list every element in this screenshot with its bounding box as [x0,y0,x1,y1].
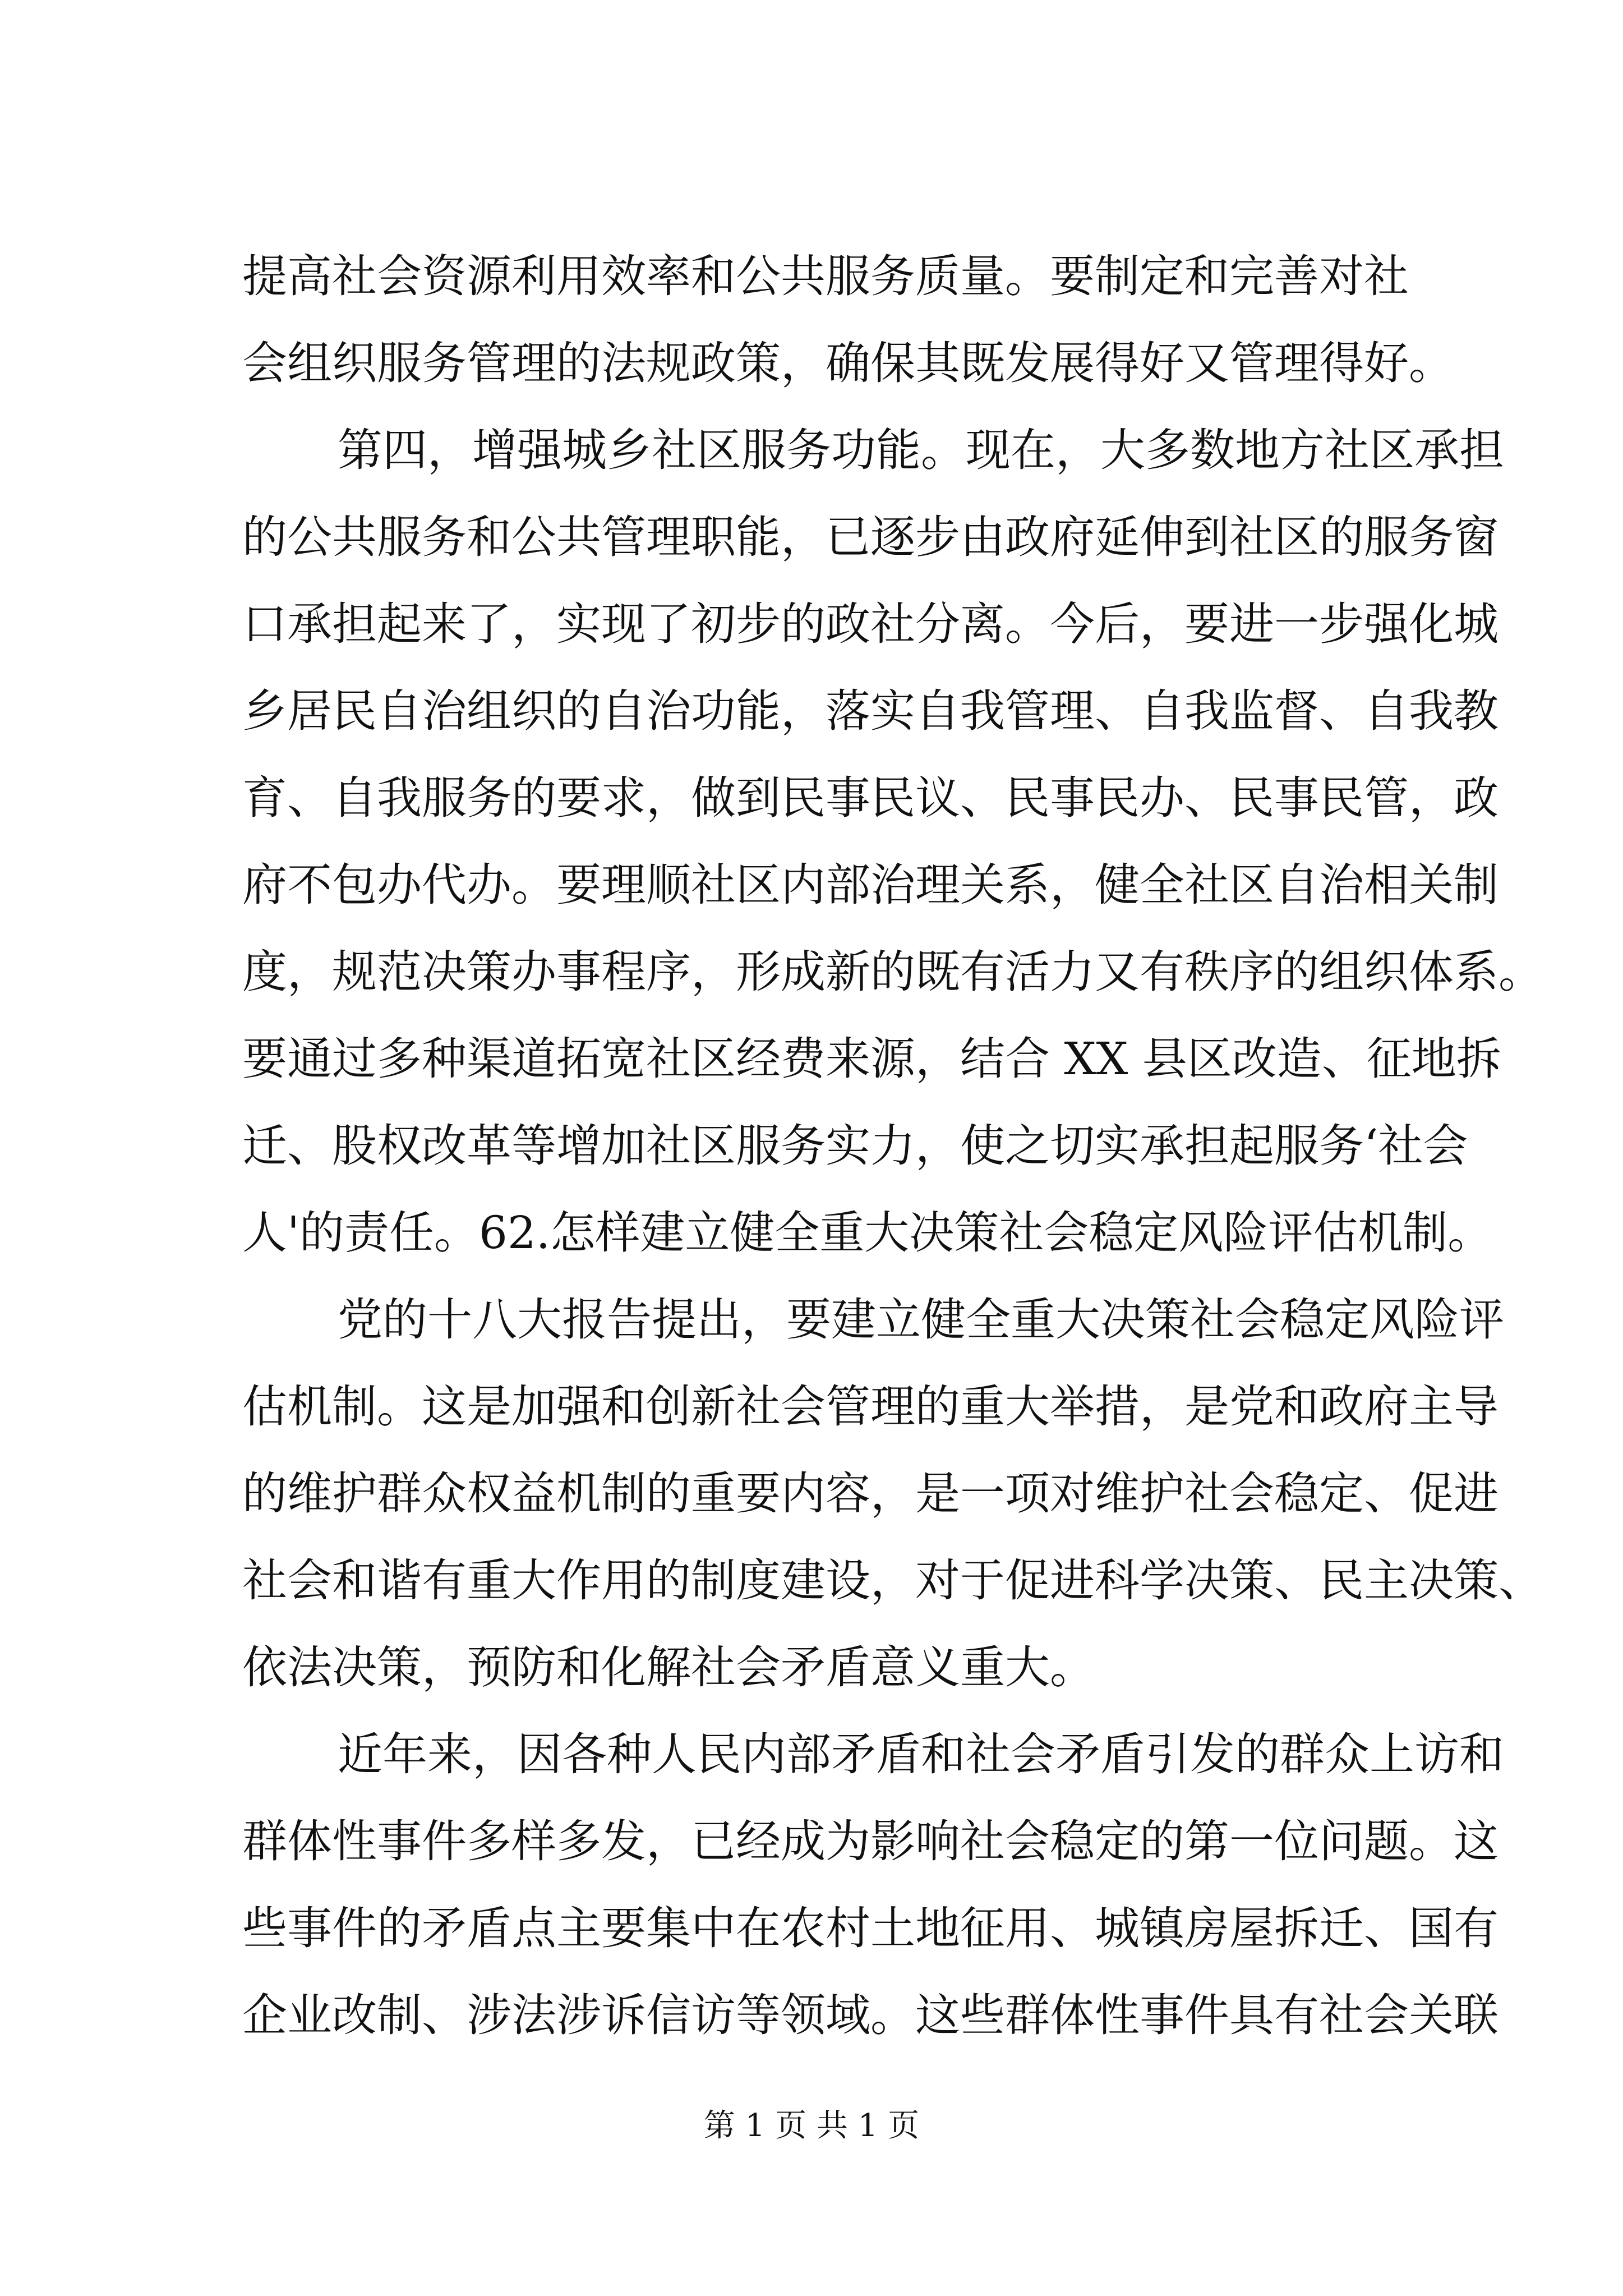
text-line: 要通过多种渠道拓宽社区经费来源，结合 XX 县区改造、征地拆 [242,1033,1501,1085]
text-line: 估机制。这是加强和创新社会管理的重大举措，是党和政府主导 [242,1381,1498,1433]
text-line: 的维护群众权益机制的重要内容，是一项对维护社会稳定、促进 [242,1467,1498,1520]
text-line: 近年来，因各种人民内部矛盾和社会矛盾引发的群众上访和 [338,1728,1504,1780]
text-line: 提高社会资源利用效率和公共服务质量。要制定和完善对社 [242,250,1409,302]
text-line: 度，规范决策办事程序，形成新的既有活力又有秩序的组织体系。 [242,946,1543,998]
document-body [242,233,1543,2059]
text-line: 群体性事件多样多发，已经成为影响社会稳定的第一位问题。这 [242,1815,1498,1867]
text-line: 依法决策，预防和化解社会矛盾意义重大。 [242,1641,1095,1694]
text-line: 乡居民自治组织的自治功能，落实自我管理、自我监督、自我教 [242,685,1498,737]
text-line: 社会和谐有重大作用的制度建设，对于促进科学决策、民主决策、 [242,1554,1543,1607]
text-line: 迁、股权改革等增加社区服务实力，使之切实承担起服务‘社会 [242,1120,1468,1172]
text-line: 府不包办代办。要理顺社区内部治理关系，健全社区自治相关制 [242,859,1498,911]
text-line: 第四，增强城乡社区服务功能。现在，大多数地方社区承担 [338,424,1504,476]
text-line: 育、自我服务的要求，做到民事民议、民事民办、民事民管，政 [242,772,1498,824]
text-line: 人'的责任。62.怎样建立健全重大决策社会稳定风险评估机制。 [242,1207,1493,1259]
text-line: 会组织服务管理的法规政策，确保其既发展得好又管理得好。 [242,337,1454,389]
text-line: 口承担起来了，实现了初步的政社分离。今后，要进一步强化城 [242,598,1498,650]
page-footer: 第 1 页 共 1 页 [703,2108,920,2144]
text-line: 企业改制、涉法涉诉信访等领域。这些群体性事件具有社会关联 [242,1989,1498,2041]
text-line: 的公共服务和公共管理职能，已逐步由政府延伸到社区的服务窗 [242,511,1498,563]
text-line: 党的十八大报告提出，要建立健全重大决策社会稳定风险评 [338,1294,1504,1346]
text-line: 些事件的矛盾点主要集中在农村土地征用、城镇房屋拆迁、国有 [242,1902,1498,1954]
